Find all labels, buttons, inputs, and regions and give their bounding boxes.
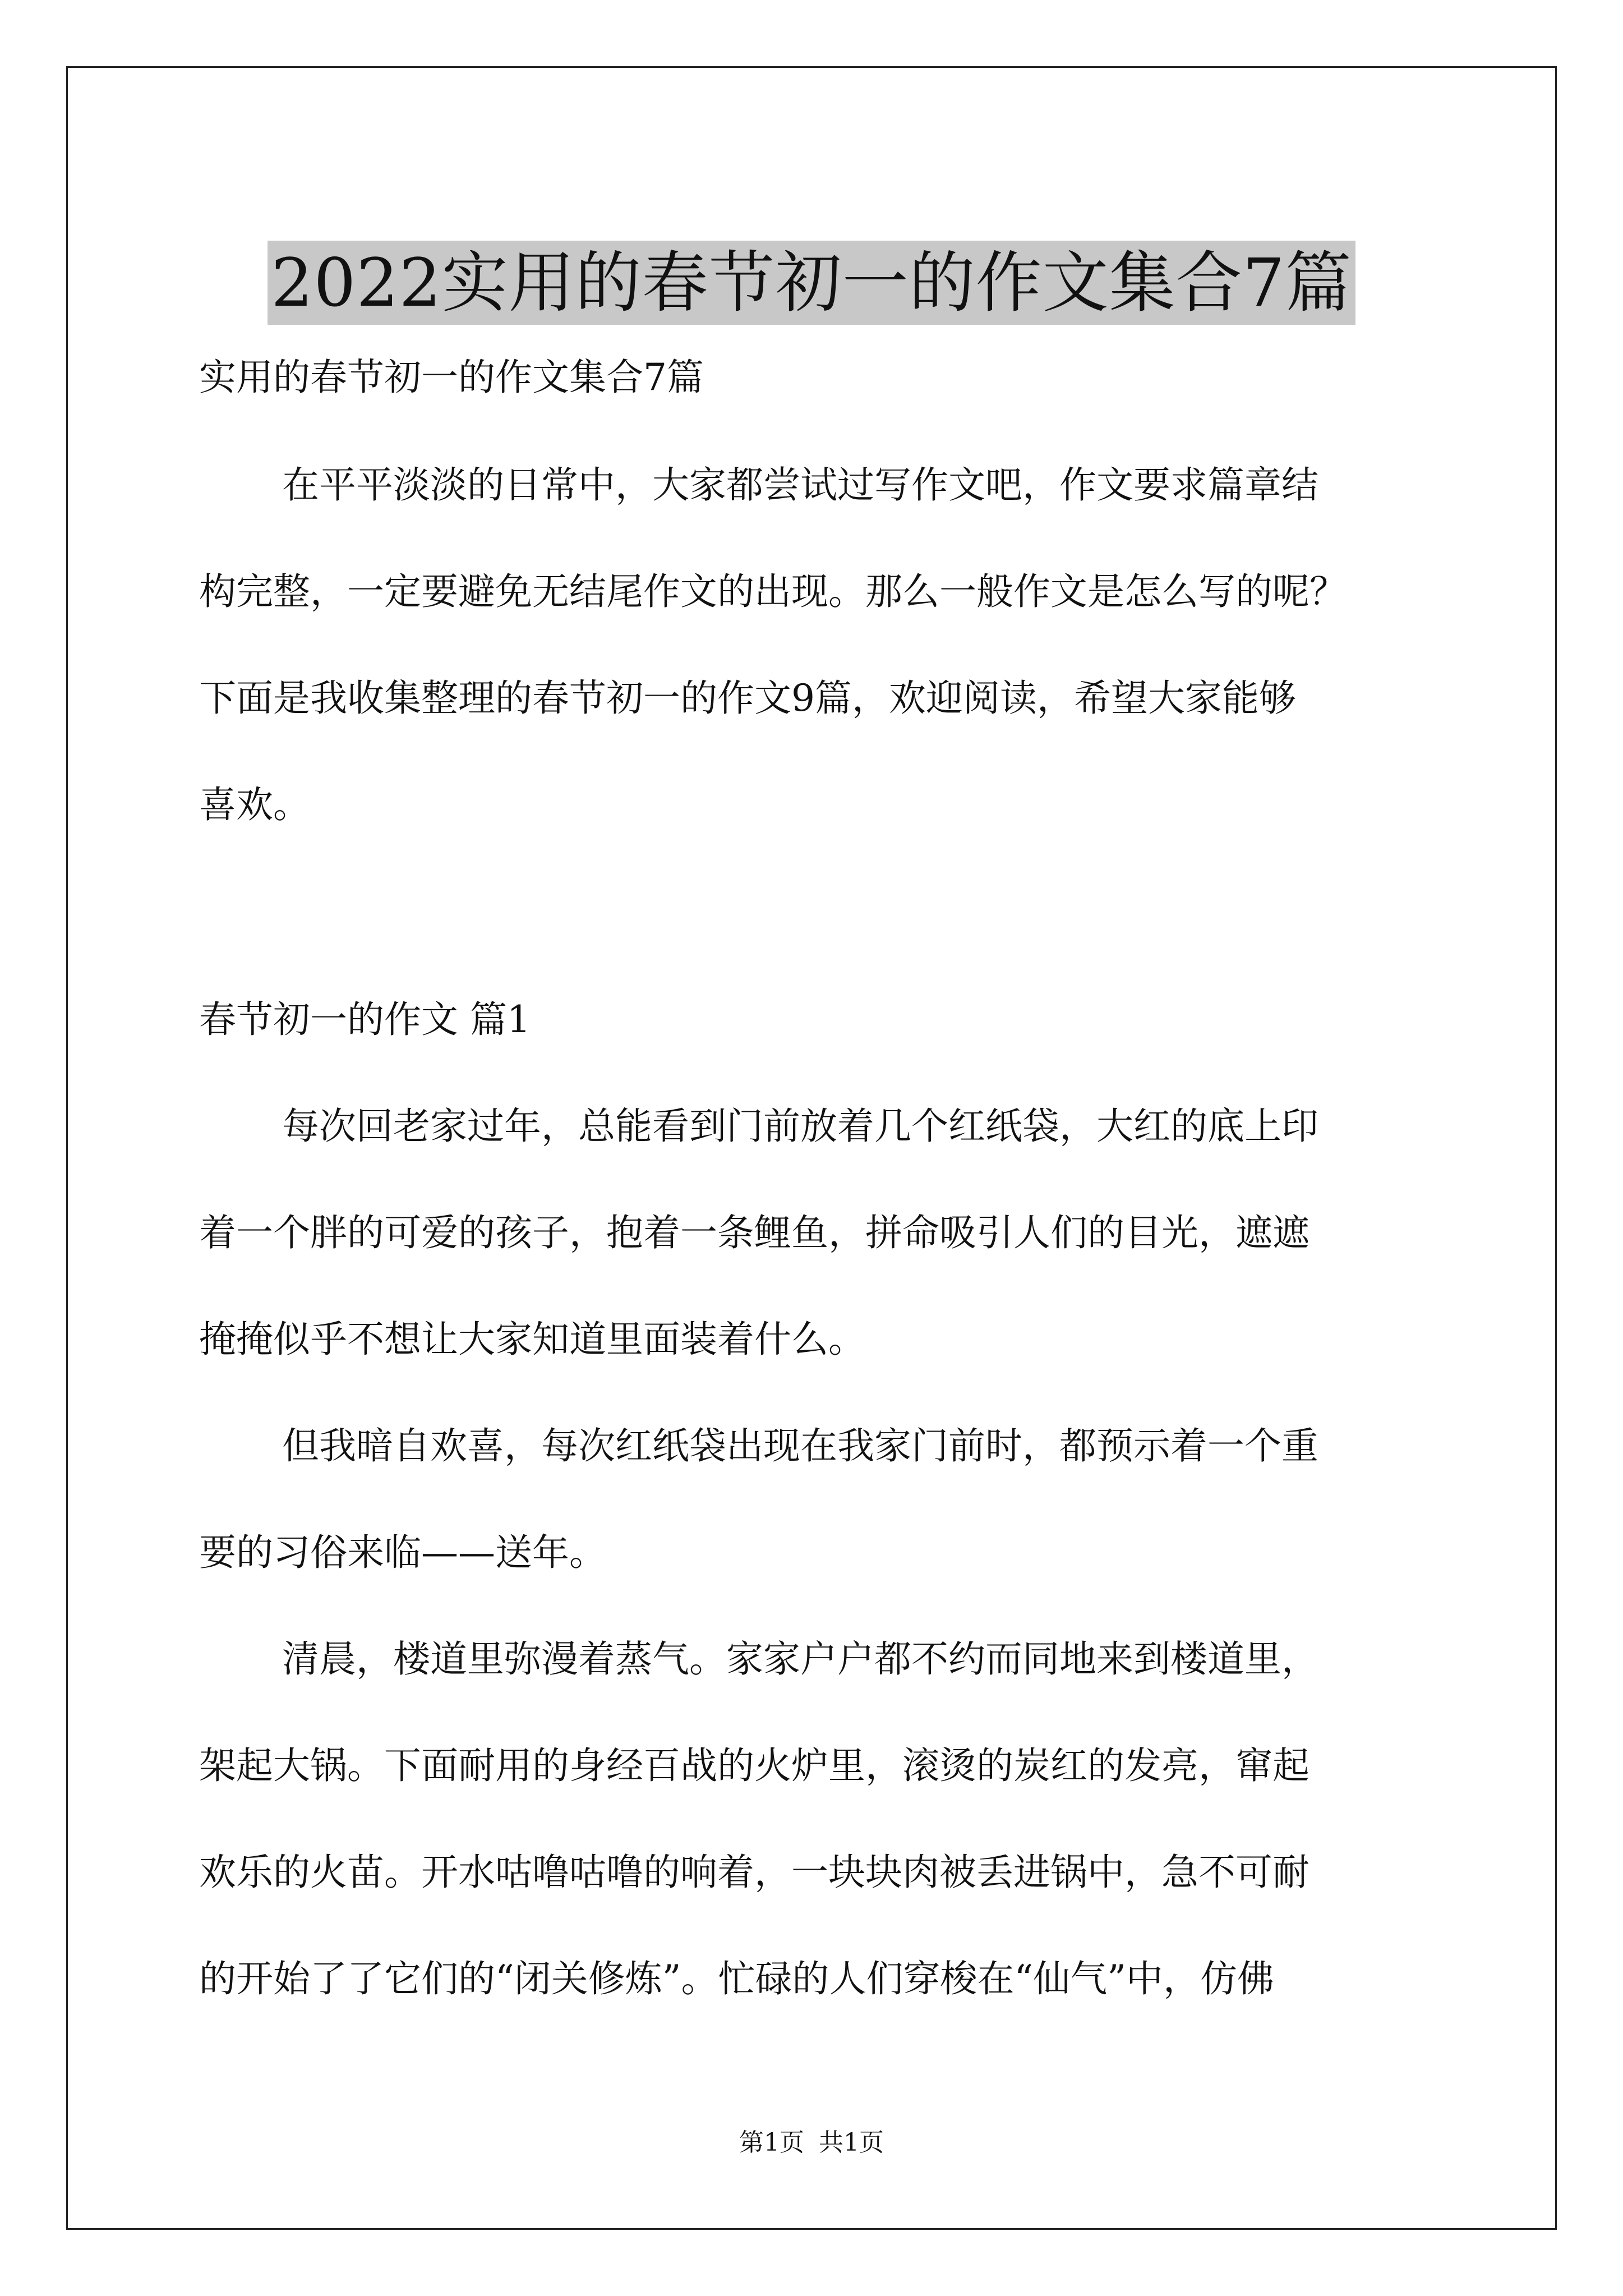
intro-line-3: 下面是我收集整理的春节初一的作文9篇，欢迎阅读，希望大家能够 xyxy=(199,677,1296,720)
para1-line-1: 每次回老家过年，总能看到门前放着几个红纸袋，大红的底上印 xyxy=(282,1105,1318,1148)
intro-line-4: 喜欢。 xyxy=(199,783,310,826)
document-title: 2022实用的春节初一的作文集合7篇 xyxy=(268,241,1355,325)
para3-line-3: 欢乐的火苗。开水咕噜咕噜的响着，一块块肉被丢进锅中，急不可耐 xyxy=(199,1851,1310,1894)
title-block xyxy=(0,196,1623,369)
para3-line-4: 的开始了了它们的“闭关修炼”。忙碌的人们穿梭在“仙气”中，仿佛 xyxy=(199,1957,1274,2000)
intro-line-1: 在平平淡淡的日常中，大家都尝试过写作文吧，作文要求篇章结 xyxy=(282,463,1318,507)
para2-line-1: 但我暗自欢喜，每次红纸袋出现在我家门前时，都预示着一个重 xyxy=(282,1424,1318,1467)
para2-line-2: 要的习俗来临——送年。 xyxy=(199,1531,606,1574)
page-total: 共1页 xyxy=(819,2128,884,2157)
page-footer xyxy=(0,2126,1623,2160)
section-heading: 春节初一的作文 篇1 xyxy=(199,998,531,1041)
para1-line-2: 着一个胖的可爱的孩子，抱着一条鲤鱼，拼命吸引人们的目光，遮遮 xyxy=(199,1211,1310,1254)
para1-line-3: 掩掩似乎不想让大家知道里面装着什么。 xyxy=(199,1318,865,1361)
intro-line-2: 构完整，一定要避免无结尾作文的出现。那么一般作文是怎么写的呢？ xyxy=(199,570,1347,613)
para3-line-1: 清晨，楼道里弥漫着蒸气。家家户户都不约而同地来到楼道里， xyxy=(282,1637,1318,1681)
para3-line-2: 架起大锅。下面耐用的身经百战的火炉里，滚烫的炭红的发亮，窜起 xyxy=(199,1744,1310,1787)
document-subtitle: 实用的春节初一的作文集合7篇 xyxy=(199,356,704,399)
page-number: 第1页 xyxy=(739,2128,804,2157)
